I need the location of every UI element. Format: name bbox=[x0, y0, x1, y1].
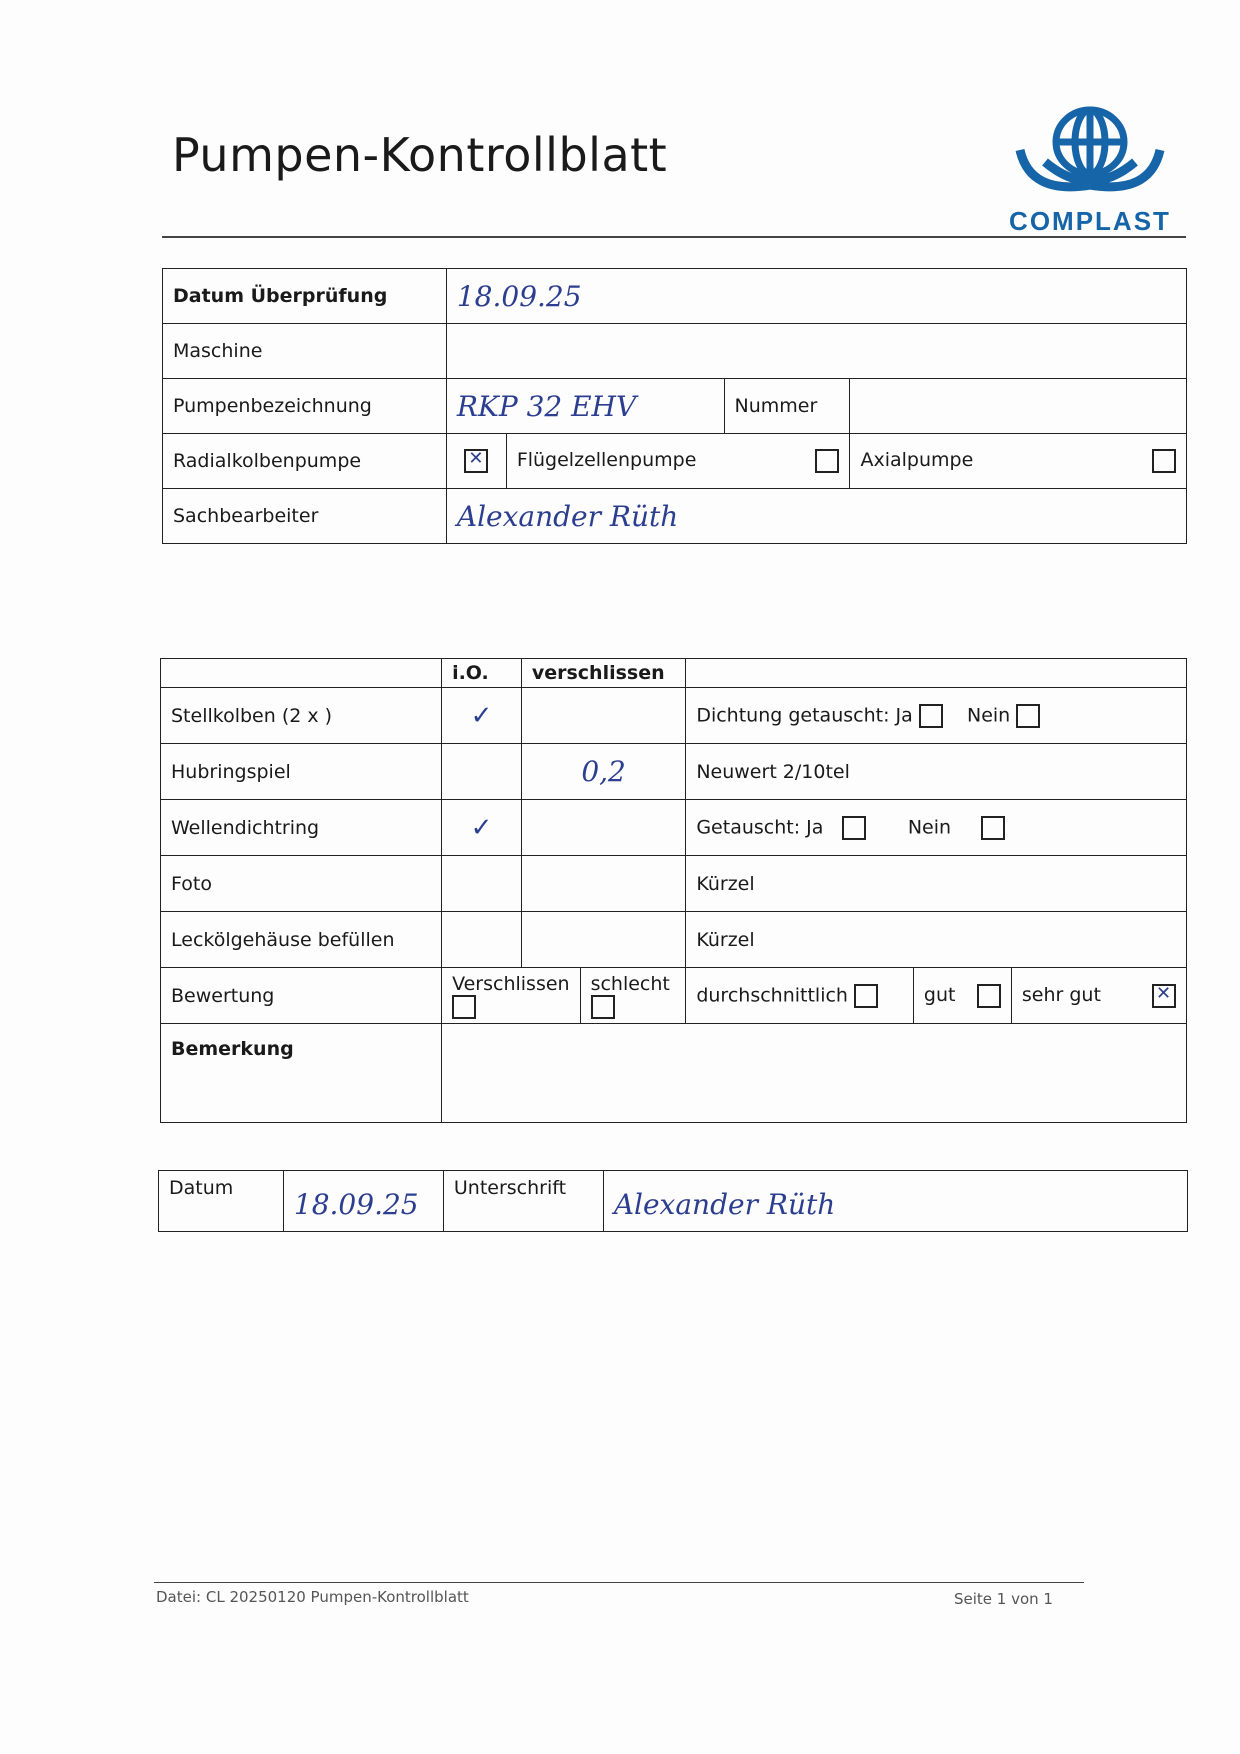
table-row bbox=[161, 1024, 1187, 1123]
rating-label: Verschlissen bbox=[452, 972, 570, 995]
table-row bbox=[163, 489, 1187, 544]
rating-option bbox=[686, 968, 914, 1024]
rating-label: durchschnittlich bbox=[696, 984, 848, 1006]
table-row bbox=[163, 269, 1187, 324]
io-cell[interactable] bbox=[442, 744, 522, 800]
sign-datum-label: Datum bbox=[159, 1171, 284, 1232]
globe-icon bbox=[1000, 100, 1180, 205]
fluegel-checkbox[interactable] bbox=[815, 449, 839, 473]
unterschrift-label: Unterschrift bbox=[443, 1171, 603, 1232]
note-text: Dichtung getauscht: Ja bbox=[696, 704, 913, 726]
table-row bbox=[161, 856, 1187, 912]
header-blank bbox=[161, 659, 442, 688]
rating-label: gut bbox=[923, 983, 956, 1006]
row-label: Hubringspiel bbox=[161, 744, 442, 800]
table-row bbox=[163, 379, 1187, 434]
datum-label-text: Datum Überprüfung bbox=[173, 285, 388, 307]
datum-field[interactable]: 18.09.25 bbox=[446, 269, 1186, 324]
rating-label: schlecht bbox=[590, 972, 670, 995]
row-label: Wellendichtring bbox=[161, 800, 442, 856]
note-cell bbox=[686, 800, 1187, 856]
rating-checkbox-selected[interactable] bbox=[1152, 984, 1176, 1008]
row-label: Foto bbox=[161, 856, 442, 912]
note-cell bbox=[686, 688, 1187, 744]
rating-checkbox[interactable] bbox=[452, 995, 476, 1019]
page-title: Pumpen-Kontrollblatt bbox=[172, 128, 668, 182]
header-divider bbox=[162, 236, 1186, 238]
axial-label: Axialpumpe bbox=[860, 449, 974, 471]
rating-option bbox=[442, 968, 581, 1024]
table-row bbox=[163, 434, 1187, 489]
nein-checkbox[interactable] bbox=[981, 816, 1005, 840]
rating-option bbox=[580, 968, 686, 1024]
maschine-field[interactable] bbox=[446, 324, 1186, 379]
bemerkung-label: Bemerkung bbox=[161, 1024, 442, 1123]
datum-label bbox=[163, 269, 447, 324]
verschlissen-cell[interactable] bbox=[521, 856, 685, 912]
table-row bbox=[161, 912, 1187, 968]
table-row bbox=[161, 968, 1187, 1024]
footer-page: Seite 1 von 1 bbox=[954, 1590, 1053, 1608]
axial-checkbox[interactable] bbox=[1152, 449, 1176, 473]
note-cell: Kürzel bbox=[686, 912, 1187, 968]
footer-file: Datei: CL 20250120 Pumpen-Kontrollblatt bbox=[156, 1588, 469, 1606]
maschine-label: Maschine bbox=[163, 324, 447, 379]
signature-table bbox=[158, 1170, 1188, 1232]
pumpe-field[interactable]: RKP 32 EHV bbox=[446, 379, 724, 434]
verschlissen-cell[interactable]: 0,2 bbox=[521, 744, 685, 800]
rating-option bbox=[1011, 968, 1186, 1024]
radial-label: Radialkolbenpumpe bbox=[163, 434, 447, 489]
note-cell: Neuwert 2/10tel bbox=[686, 744, 1187, 800]
nummer-field[interactable] bbox=[850, 379, 1187, 434]
io-cell[interactable]: ✓ bbox=[442, 688, 522, 744]
inspection-table bbox=[160, 658, 1187, 1123]
rating-label: sehr gut bbox=[1021, 983, 1101, 1006]
nein-checkbox[interactable] bbox=[1016, 704, 1040, 728]
io-cell[interactable]: ✓ bbox=[442, 800, 522, 856]
ja-checkbox[interactable] bbox=[919, 704, 943, 728]
table-row bbox=[161, 688, 1187, 744]
rating-checkbox[interactable] bbox=[854, 984, 878, 1008]
row-label: Leckölgehäuse befüllen bbox=[161, 912, 442, 968]
pumpe-label: Pumpenbezeichnung bbox=[163, 379, 447, 434]
rating-checkbox[interactable] bbox=[977, 984, 1001, 1008]
unterschrift-field[interactable]: Alexander Rüth bbox=[603, 1171, 1187, 1232]
pump-info-table bbox=[162, 268, 1187, 544]
sachbearbeiter-label: Sachbearbeiter bbox=[163, 489, 447, 544]
footer-divider bbox=[154, 1582, 1084, 1583]
fluegel-cell bbox=[506, 434, 850, 489]
table-row bbox=[163, 324, 1187, 379]
axial-cell bbox=[850, 434, 1187, 489]
nummer-label: Nummer bbox=[724, 379, 850, 434]
col-io: i.O. bbox=[442, 659, 522, 688]
ja-checkbox[interactable] bbox=[842, 816, 866, 840]
rating-checkbox[interactable] bbox=[591, 995, 615, 1019]
rating-option bbox=[913, 968, 1011, 1024]
verschlissen-cell[interactable] bbox=[521, 912, 685, 968]
nein-label: Nein bbox=[907, 816, 952, 838]
radial-checkbox[interactable] bbox=[464, 449, 488, 473]
bemerkung-field[interactable] bbox=[442, 1024, 1187, 1123]
sign-datum-field[interactable]: 18.09.25 bbox=[283, 1171, 443, 1232]
table-header-row bbox=[161, 659, 1187, 688]
table-row bbox=[161, 800, 1187, 856]
io-cell[interactable] bbox=[442, 856, 522, 912]
nein-label: Nein bbox=[967, 704, 1011, 726]
io-cell[interactable] bbox=[442, 912, 522, 968]
fluegel-label: Flügelzellenpumpe bbox=[516, 449, 697, 471]
logo-text: COMPLAST bbox=[1009, 206, 1171, 236]
note-cell: Kürzel bbox=[686, 856, 1187, 912]
radial-checkbox-cell bbox=[446, 434, 506, 489]
header-blank-right bbox=[686, 659, 1187, 688]
note-text: Getauscht: Ja bbox=[696, 816, 824, 838]
table-row bbox=[159, 1171, 1188, 1232]
bewertung-label: Bewertung bbox=[161, 968, 442, 1024]
col-verschlissen: verschlissen bbox=[521, 659, 685, 688]
row-label: Stellkolben (2 x ) bbox=[161, 688, 442, 744]
sachbearbeiter-field[interactable]: Alexander Rüth bbox=[446, 489, 1186, 544]
verschlissen-cell[interactable] bbox=[521, 800, 685, 856]
table-row bbox=[161, 744, 1187, 800]
verschlissen-cell[interactable] bbox=[521, 688, 685, 744]
complast-logo bbox=[1000, 100, 1180, 240]
